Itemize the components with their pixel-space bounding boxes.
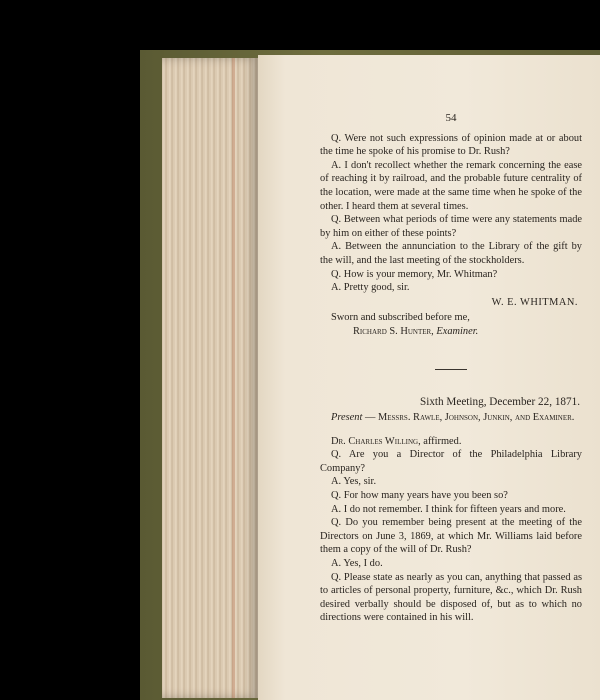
testimony-line: A. Yes, I do.: [331, 558, 383, 570]
witness-status: affirmed.: [420, 435, 462, 447]
testimony-line: A. Yes, sir.: [331, 476, 377, 488]
page-text: [320, 112, 582, 625]
testimony-line: Q. Are you a Director of the Philadelphia Library Company?: [320, 449, 582, 474]
present-label: Present: [331, 412, 363, 424]
testimony-line: Q. For how many years have you been so?: [331, 490, 508, 502]
testimony-line: Q. How is your memory, Mr. Whitman?: [331, 268, 498, 280]
testimony-line: Q. Do you remember being present at the meeting of the Directors on June 3, 1869, at which Mr. Williams laid before them a copy of the will of Dr. Rush?: [320, 517, 582, 556]
witness-signature: W. E. WHITMAN.: [491, 296, 578, 308]
meeting-heading: Sixth Meeting, December 22, 1871.: [419, 395, 580, 408]
present-text: — Messrs. Rawle, Johnson, Junkin, and Examiner.: [364, 412, 575, 424]
testimony-line: Q. Were not such expressions of opinion made at or about the time he spoke of his promise to Dr. Rush?: [320, 132, 582, 158]
section-divider: [435, 369, 467, 370]
examiner-name: Richard S. Hunter,: [353, 325, 434, 337]
examiner-title: Examiner.: [436, 325, 479, 337]
testimony-line: A. Between the annunciation to the Library of the gift by the will, and the last meeting of the stockholders.: [320, 241, 582, 266]
testimony-line: A. I don't recollect whether the remark concerning the ease of reaching it by railroad, and the probable future centrality of the location, were made at the same time when he spoke of the other. I heard them at several times.: [320, 159, 582, 212]
testimony-line: A. I do not remember. I think for fifteen years and more.: [331, 503, 566, 515]
witness-line: [320, 435, 582, 449]
page-number: 54: [445, 112, 457, 124]
testimony-line: A. Pretty good, sir.: [331, 282, 410, 294]
testimony-line: Q. Please state as nearly as you can, anything that passed as to articles of personal property, furniture, &c., which Dr. Rush desired verbally should be disposed of, but as to which no directions were contained in his will.: [320, 571, 582, 624]
sworn-statement: Sworn and subscribed before me,: [331, 312, 470, 324]
examiner-line: [353, 325, 582, 339]
page-edges: [162, 58, 258, 698]
witness-name: Dr. Charles Willing,: [331, 435, 421, 447]
testimony-line: Q. Between what periods of time were any statements made by him on either of these points?: [320, 214, 582, 239]
present-line: [320, 411, 582, 425]
